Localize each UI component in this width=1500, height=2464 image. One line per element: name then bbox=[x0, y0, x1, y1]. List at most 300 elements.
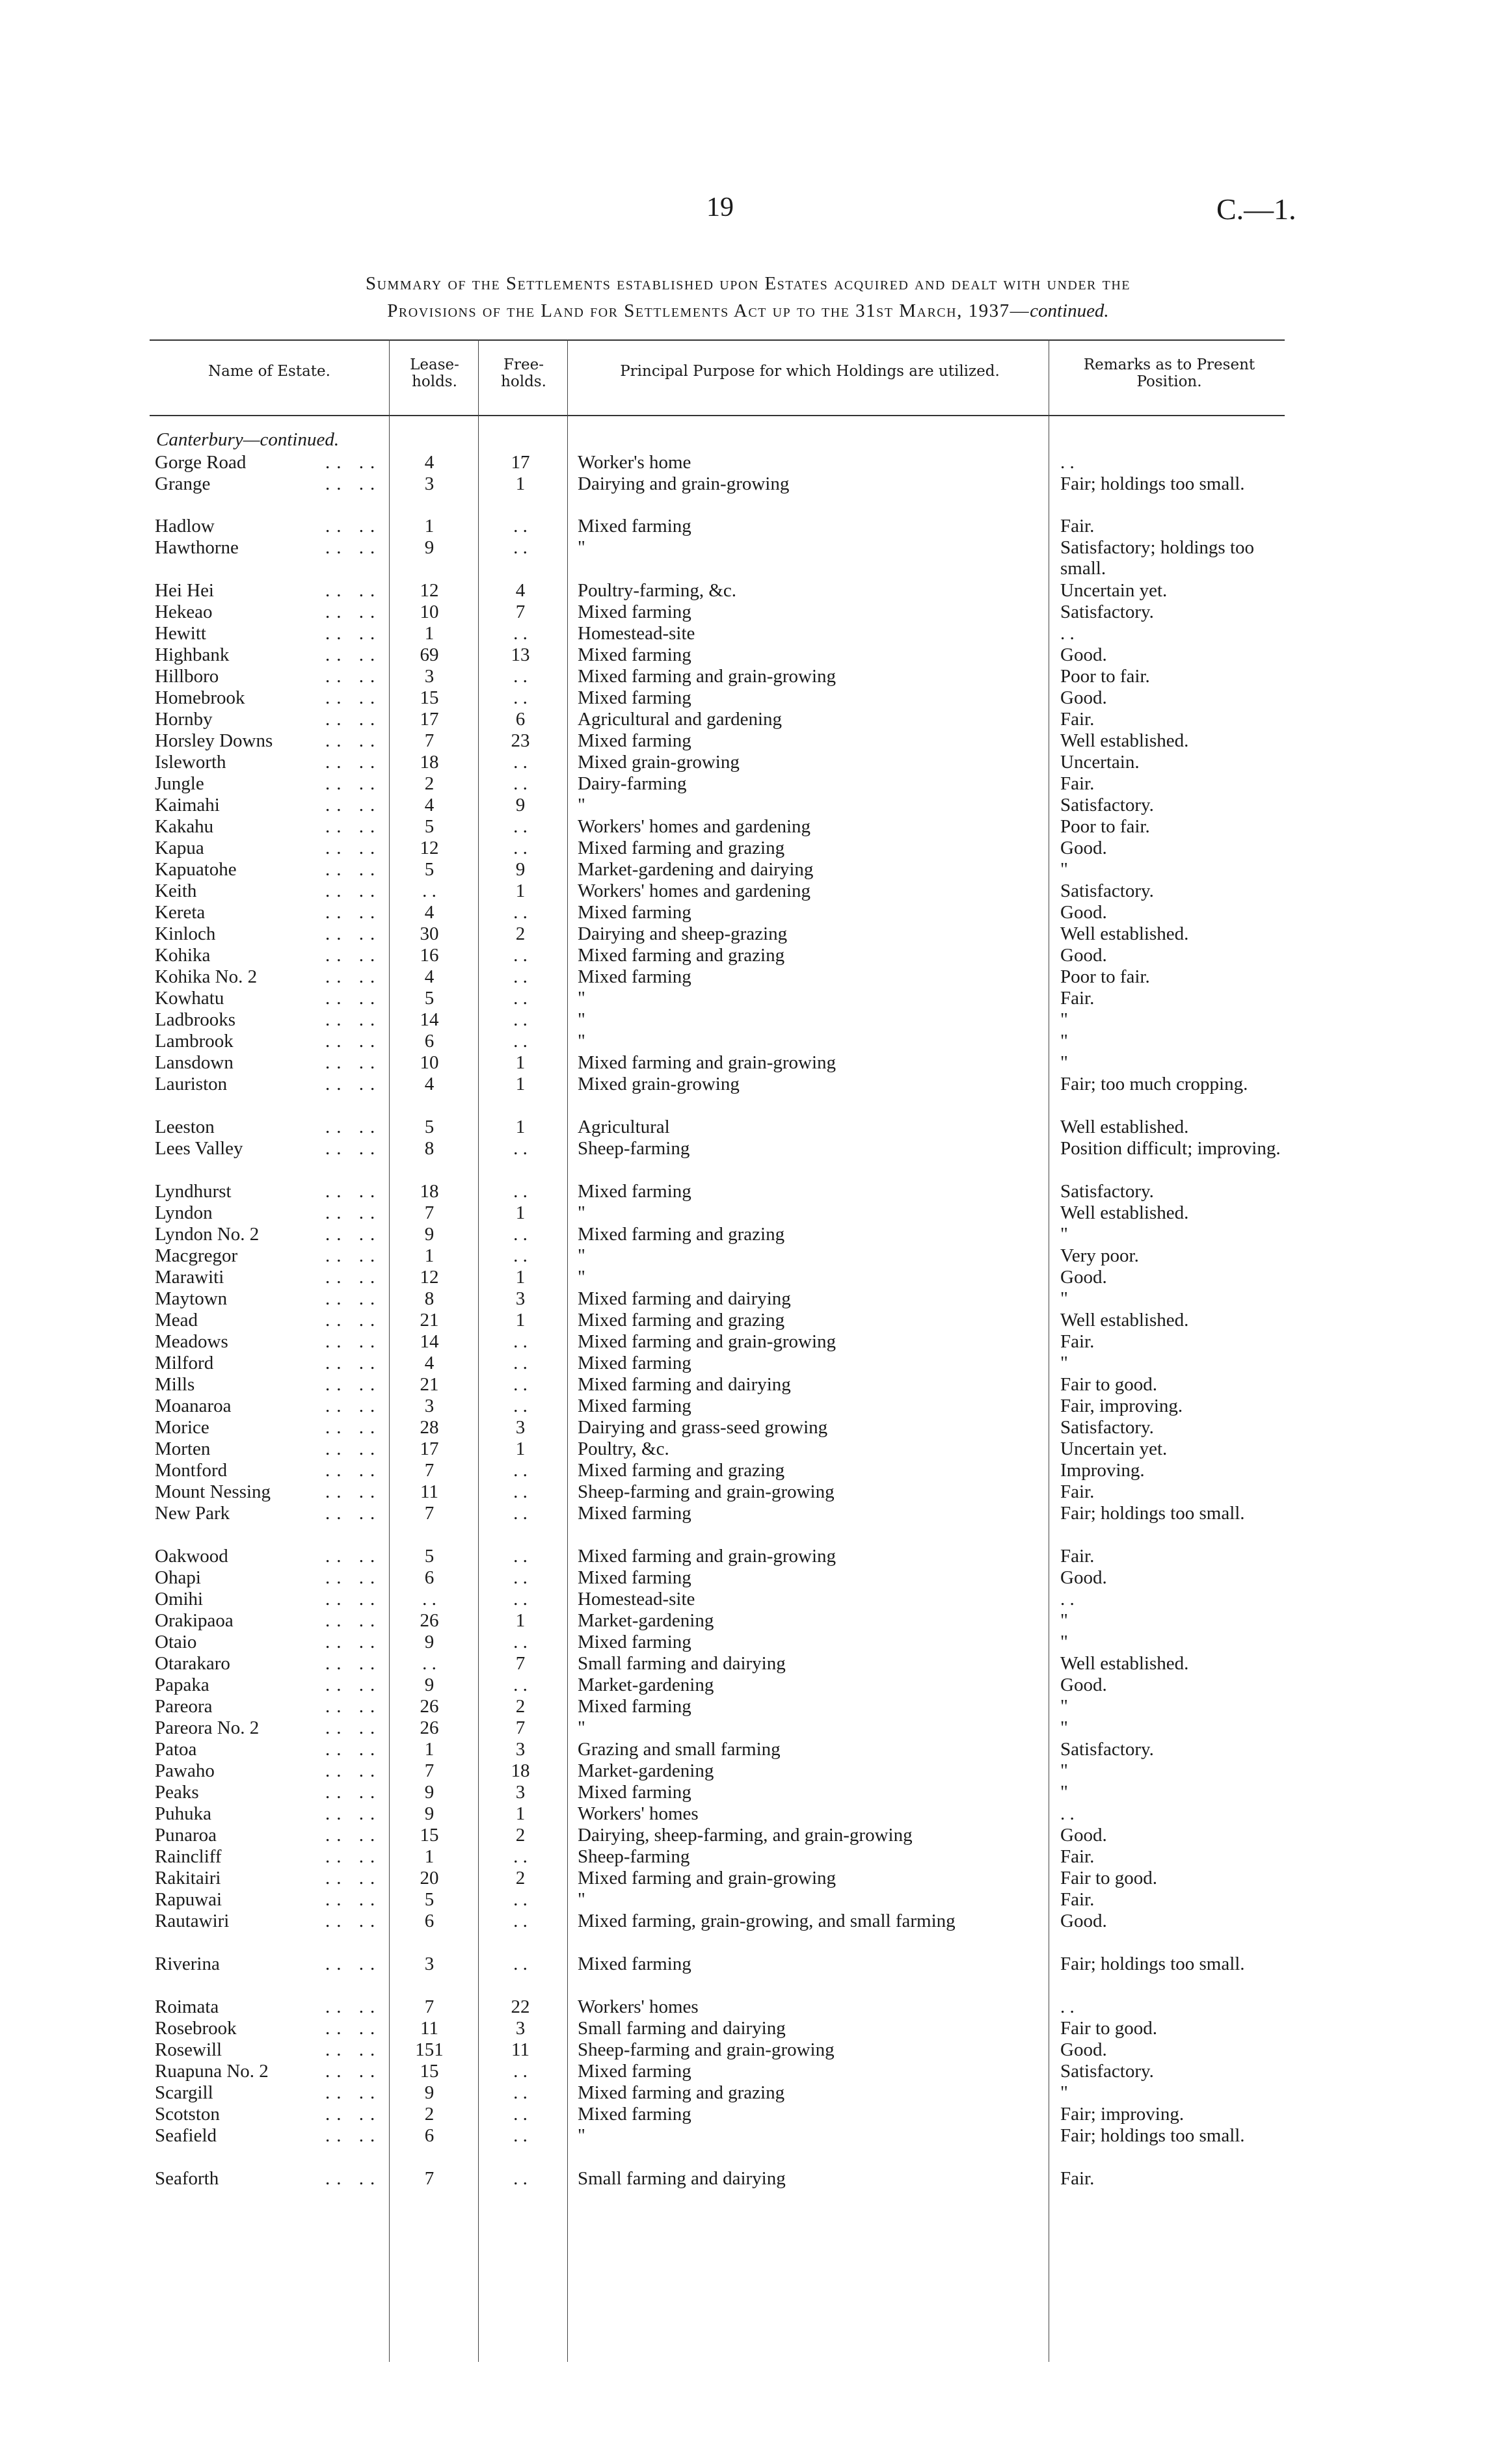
leader-dots: .. .. bbox=[325, 1546, 382, 1567]
leaseholds-count: 7 bbox=[424, 1503, 435, 1524]
header-purpose: Principal Purpose for which Holdings are utilized. bbox=[620, 363, 1000, 380]
principal-purpose: Mixed farming bbox=[578, 966, 691, 987]
estate-name: Kinloch bbox=[155, 923, 216, 944]
principal-purpose: Mixed farming, grain-growing, and small farming bbox=[578, 1911, 956, 1931]
remarks: . . bbox=[1060, 1589, 1075, 1610]
remarks: Well established. bbox=[1060, 1310, 1189, 1331]
title-line-1: Summary of the Settlements established upon Estates acquired and dealt with under the bbox=[365, 273, 1131, 294]
remarks: Fair; holdings too small. bbox=[1060, 1503, 1245, 1524]
freeholds-count: . . bbox=[513, 945, 528, 966]
leader-dots: .. .. bbox=[325, 988, 382, 1009]
principal-purpose: Agricultural and gardening bbox=[578, 709, 783, 730]
leaseholds-count: 16 bbox=[420, 945, 439, 966]
principal-purpose: Homestead-site bbox=[578, 1589, 695, 1610]
remarks: Fair. bbox=[1060, 516, 1095, 537]
remarks: Good. bbox=[1060, 1825, 1107, 1846]
leaseholds-count: 5 bbox=[424, 859, 435, 880]
leader-dots: .. .. bbox=[325, 1717, 382, 1738]
principal-purpose: Workers' homes bbox=[578, 1803, 699, 1824]
leaseholds-count: 1 bbox=[424, 1245, 435, 1266]
freeholds-count: . . bbox=[513, 988, 528, 1009]
freeholds-count: . . bbox=[513, 623, 528, 644]
freeholds-count: . . bbox=[513, 773, 528, 794]
freeholds-count: 1 bbox=[515, 1438, 526, 1459]
remarks: Satisfactory. bbox=[1060, 1181, 1154, 1202]
estate-name: Kapuatohe bbox=[155, 859, 237, 880]
leaseholds-count: 26 bbox=[420, 1717, 439, 1738]
estate-name: Macgregor bbox=[155, 1245, 238, 1266]
remarks: Fair. bbox=[1060, 1481, 1095, 1502]
leader-dots: .. .. bbox=[325, 730, 382, 751]
leader-dots: .. .. bbox=[325, 2104, 382, 2125]
leaseholds-count: 69 bbox=[420, 644, 439, 665]
leaseholds-count: 4 bbox=[424, 795, 435, 815]
remarks: Well established. bbox=[1060, 1653, 1189, 1674]
remarks: Well established. bbox=[1060, 730, 1189, 751]
leader-dots: .. .. bbox=[325, 452, 382, 473]
freeholds-count: . . bbox=[513, 1675, 528, 1695]
freeholds-count: . . bbox=[513, 2168, 528, 2189]
freeholds-count: 13 bbox=[511, 644, 530, 665]
remarks: . . bbox=[1060, 1803, 1075, 1824]
leaseholds-count: 5 bbox=[424, 816, 435, 837]
leader-dots: .. .. bbox=[325, 1331, 382, 1352]
remarks: Fair; improving. bbox=[1060, 2104, 1185, 2125]
leaseholds-count: 20 bbox=[420, 1868, 439, 1888]
freeholds-count: . . bbox=[513, 752, 528, 773]
leader-dots: .. .. bbox=[325, 666, 382, 687]
header-name: Name of Estate. bbox=[208, 363, 330, 380]
leader-dots: .. .. bbox=[325, 1138, 382, 1159]
estate-name: Lansdown bbox=[155, 1052, 234, 1073]
freeholds-count: 4 bbox=[515, 580, 526, 601]
principal-purpose: " bbox=[578, 1717, 585, 1738]
leaseholds-count: 5 bbox=[424, 988, 435, 1009]
freeholds-count: . . bbox=[513, 838, 528, 858]
estate-name: Hillboro bbox=[155, 666, 219, 687]
principal-purpose: Mixed farming and grain-growing bbox=[578, 1331, 837, 1352]
leader-dots: .. .. bbox=[325, 1739, 382, 1760]
freeholds-count: 6 bbox=[515, 709, 526, 730]
remarks: Poor to fair. bbox=[1060, 666, 1150, 687]
freeholds-count: 7 bbox=[515, 1717, 526, 1738]
leaseholds-count: 11 bbox=[420, 1481, 438, 1502]
principal-purpose: Mixed farming and grazing bbox=[578, 1460, 785, 1481]
estate-name: Rosewill bbox=[155, 2039, 222, 2060]
estate-name: Rautawiri bbox=[155, 1911, 230, 1931]
freeholds-count: . . bbox=[513, 1224, 528, 1245]
leader-dots: .. .. bbox=[325, 1288, 382, 1309]
estate-name: Montford bbox=[155, 1460, 228, 1481]
leader-dots: .. .. bbox=[325, 1567, 382, 1588]
estate-name: Ladbrooks bbox=[155, 1009, 236, 1030]
leaseholds-count: 4 bbox=[424, 452, 435, 473]
estate-name: Kohika No. 2 bbox=[155, 966, 258, 987]
principal-purpose: Mixed farming and grazing bbox=[578, 1310, 785, 1331]
remarks: Satisfactory. bbox=[1060, 1739, 1154, 1760]
leader-dots: .. .. bbox=[325, 966, 382, 987]
estate-name: Hekeao bbox=[155, 602, 213, 622]
leaseholds-count: 17 bbox=[420, 709, 439, 730]
leader-dots: .. .. bbox=[325, 816, 382, 837]
document-reference: C.—1. bbox=[1216, 192, 1296, 226]
estate-name: Rakitairi bbox=[155, 1868, 221, 1888]
freeholds-count: . . bbox=[513, 1009, 528, 1030]
estate-name: Lyndhurst bbox=[155, 1181, 232, 1202]
principal-purpose: " bbox=[578, 1202, 585, 1223]
estate-name: Kakahu bbox=[155, 816, 214, 837]
leader-dots: .. .. bbox=[325, 1267, 382, 1288]
leader-dots: .. .. bbox=[325, 752, 382, 773]
remarks: . . bbox=[1060, 452, 1075, 473]
remarks: Poor to fair. bbox=[1060, 966, 1150, 987]
leaseholds-count: 15 bbox=[420, 1825, 439, 1846]
table-title bbox=[150, 270, 1346, 325]
estate-name: Oakwood bbox=[155, 1546, 228, 1567]
leader-dots: .. .. bbox=[325, 1868, 382, 1888]
freeholds-count: 2 bbox=[515, 1696, 526, 1717]
principal-purpose: Mixed farming bbox=[578, 2061, 691, 2082]
principal-purpose: Market-gardening bbox=[578, 1760, 714, 1781]
remarks: Fair to good. bbox=[1060, 2018, 1158, 2039]
estate-name: Morice bbox=[155, 1417, 209, 1438]
leader-dots: .. .. bbox=[325, 1417, 382, 1438]
freeholds-count: 1 bbox=[515, 1202, 526, 1223]
leader-dots: .. .. bbox=[325, 1632, 382, 1652]
leader-dots: .. .. bbox=[325, 709, 382, 730]
principal-purpose: Mixed farming and grain-growing bbox=[578, 1052, 837, 1073]
remarks: " bbox=[1060, 2082, 1068, 2103]
leader-dots: .. .. bbox=[325, 602, 382, 622]
principal-purpose: Sheep-farming and grain-growing bbox=[578, 1481, 835, 1502]
leader-dots: .. .. bbox=[325, 1696, 382, 1717]
freeholds-count: . . bbox=[513, 1503, 528, 1524]
leaseholds-count: 28 bbox=[420, 1417, 439, 1438]
principal-purpose: Dairying and sheep-grazing bbox=[578, 923, 788, 944]
principal-purpose: Workers' homes and gardening bbox=[578, 816, 811, 837]
leader-dots: .. .. bbox=[325, 773, 382, 794]
estate-name: Omihi bbox=[155, 1589, 204, 1610]
estate-name: Peaks bbox=[155, 1782, 199, 1803]
remarks: Good. bbox=[1060, 945, 1107, 966]
leader-dots: .. .. bbox=[325, 537, 382, 558]
freeholds-count: . . bbox=[513, 1546, 528, 1567]
freeholds-count: . . bbox=[513, 2125, 528, 2146]
principal-purpose: Dairy-farming bbox=[578, 773, 687, 794]
leaseholds-count: 12 bbox=[420, 838, 439, 858]
principal-purpose: " bbox=[578, 537, 585, 558]
leaseholds-count: 3 bbox=[424, 1954, 435, 1974]
principal-purpose: Market-gardening bbox=[578, 1610, 714, 1631]
freeholds-count: . . bbox=[513, 516, 528, 537]
remarks: " bbox=[1060, 1353, 1068, 1373]
estate-name: Papaka bbox=[155, 1675, 209, 1695]
remarks: " bbox=[1060, 1009, 1068, 1030]
freeholds-count: . . bbox=[513, 1031, 528, 1052]
principal-purpose: Dairying, sheep-farming, and grain-growing bbox=[578, 1825, 913, 1846]
principal-purpose: " bbox=[578, 795, 585, 815]
leaseholds-count: 9 bbox=[424, 1224, 435, 1245]
freeholds-count: 11 bbox=[511, 2039, 529, 2060]
estate-name: Hei Hei bbox=[155, 580, 214, 601]
estate-name: Ruapuna No. 2 bbox=[155, 2061, 269, 2082]
leader-dots: .. .. bbox=[325, 1503, 382, 1524]
leaseholds-count: 1 bbox=[424, 516, 435, 537]
estate-name: Lyndon No. 2 bbox=[155, 1224, 260, 1245]
freeholds-count: 17 bbox=[511, 452, 530, 473]
column-rule bbox=[567, 339, 568, 2362]
principal-purpose: Workers' homes and gardening bbox=[578, 881, 811, 901]
freeholds-count: . . bbox=[513, 1954, 528, 1974]
remarks: Poor to fair. bbox=[1060, 816, 1150, 837]
leader-dots: .. .. bbox=[325, 623, 382, 644]
leader-dots: .. .. bbox=[325, 1117, 382, 1137]
remarks: Good. bbox=[1060, 687, 1107, 708]
estate-name: Seaforth bbox=[155, 2168, 219, 2189]
principal-purpose: " bbox=[578, 2125, 585, 2146]
estate-name: Kapua bbox=[155, 838, 204, 858]
remarks: Good. bbox=[1060, 1675, 1107, 1695]
estate-name: Seafield bbox=[155, 2125, 217, 2146]
estate-name: Otaio bbox=[155, 1632, 197, 1652]
principal-purpose: Mixed farming and grazing bbox=[578, 1224, 785, 1245]
freeholds-count: 9 bbox=[515, 859, 526, 880]
principal-purpose: Mixed farming bbox=[578, 1696, 691, 1717]
freeholds-count: . . bbox=[513, 1481, 528, 1502]
freeholds-count: . . bbox=[513, 687, 528, 708]
principal-purpose: Homestead-site bbox=[578, 623, 695, 644]
leaseholds-count: 7 bbox=[424, 1760, 435, 1781]
principal-purpose: Dairying and grass-seed growing bbox=[578, 1417, 828, 1438]
freeholds-count: . . bbox=[513, 1396, 528, 1416]
freeholds-count: 18 bbox=[511, 1760, 530, 1781]
freeholds-count: 1 bbox=[515, 1803, 526, 1824]
leader-dots: .. .. bbox=[325, 1675, 382, 1695]
principal-purpose: Mixed grain-growing bbox=[578, 752, 740, 773]
title-line-2: Provisions of the Land for Settlements Act up to the 31st March, 1937—continued. bbox=[387, 300, 1109, 321]
leaseholds-count: 14 bbox=[420, 1009, 439, 1030]
leader-dots: .. .. bbox=[325, 1374, 382, 1395]
freeholds-count: . . bbox=[513, 2082, 528, 2103]
freeholds-count: 2 bbox=[515, 923, 526, 944]
estate-name: Puhuka bbox=[155, 1803, 211, 1824]
leader-dots: .. .. bbox=[325, 516, 382, 537]
estate-name: Hadlow bbox=[155, 516, 215, 537]
principal-purpose: Mixed farming bbox=[578, 1954, 691, 1974]
remarks: Position difficult; improving. bbox=[1060, 1138, 1281, 1159]
leaseholds-count: 6 bbox=[424, 1031, 435, 1052]
principal-purpose: Mixed farming bbox=[578, 730, 691, 751]
leaseholds-count: 12 bbox=[420, 1267, 439, 1288]
remarks: Fair. bbox=[1060, 1846, 1095, 1867]
section-label: Canterbury—continued. bbox=[156, 429, 340, 450]
remarks: " bbox=[1060, 1760, 1068, 1781]
remarks: Well established. bbox=[1060, 1117, 1189, 1137]
leaseholds-count: 10 bbox=[420, 1052, 439, 1073]
principal-purpose: Worker's home bbox=[578, 452, 691, 473]
principal-purpose: Mixed farming bbox=[578, 1396, 691, 1416]
leaseholds-count: 5 bbox=[424, 1117, 435, 1137]
principal-purpose: Market-gardening bbox=[578, 1675, 714, 1695]
principal-purpose: Mixed farming and grain-growing bbox=[578, 1546, 837, 1567]
remarks: Fair; holdings too small. bbox=[1060, 473, 1245, 494]
estate-name: Rosebrook bbox=[155, 2018, 237, 2039]
remarks: Fair. bbox=[1060, 1331, 1095, 1352]
estate-name: Roimata bbox=[155, 1996, 219, 2017]
leaseholds-count: 4 bbox=[424, 902, 435, 923]
remarks: Fair; holdings too small. bbox=[1060, 2125, 1245, 2146]
leaseholds-count: 1 bbox=[424, 1846, 435, 1867]
estate-name: Moanaroa bbox=[155, 1396, 232, 1416]
remarks: Satisfactory. bbox=[1060, 1417, 1154, 1438]
leaseholds-count: 7 bbox=[424, 730, 435, 751]
leaseholds-count: 7 bbox=[424, 1460, 435, 1481]
principal-purpose: Mixed farming and dairying bbox=[578, 1374, 791, 1395]
freeholds-count: . . bbox=[513, 1846, 528, 1867]
principal-purpose: Sheep-farming and grain-growing bbox=[578, 2039, 835, 2060]
freeholds-count: . . bbox=[513, 1632, 528, 1652]
leaseholds-count: 3 bbox=[424, 666, 435, 687]
principal-purpose: Mixed grain-growing bbox=[578, 1074, 740, 1094]
leader-dots: .. .. bbox=[325, 687, 382, 708]
leaseholds-count: 14 bbox=[420, 1331, 439, 1352]
header-leaseholds: Lease-holds. bbox=[410, 356, 459, 390]
leaseholds-count: 15 bbox=[420, 2061, 439, 2082]
estate-name: Maytown bbox=[155, 1288, 228, 1309]
freeholds-count: . . bbox=[513, 816, 528, 837]
leader-dots: .. .. bbox=[325, 1396, 382, 1416]
leaseholds-count: 3 bbox=[424, 473, 435, 494]
leader-dots: .. .. bbox=[325, 859, 382, 880]
estate-name: Kohika bbox=[155, 945, 211, 966]
remarks: Good. bbox=[1060, 1911, 1107, 1931]
principal-purpose: " bbox=[578, 1889, 585, 1910]
remarks: Fair to good. bbox=[1060, 1374, 1158, 1395]
freeholds-count: 1 bbox=[515, 473, 526, 494]
remarks: Satisfactory; holdings too small. bbox=[1060, 537, 1255, 579]
remarks: Improving. bbox=[1060, 1460, 1145, 1481]
remarks: Fair; holdings too small. bbox=[1060, 1954, 1245, 1974]
principal-purpose: Poultry, &c. bbox=[578, 1438, 669, 1459]
remarks: " bbox=[1060, 1052, 1068, 1073]
leader-dots: .. .. bbox=[325, 1996, 382, 2017]
estate-name: Rapuwai bbox=[155, 1889, 222, 1910]
remarks: Fair. bbox=[1060, 709, 1095, 730]
estate-name: Mead bbox=[155, 1310, 198, 1331]
leader-dots: .. .. bbox=[325, 1074, 382, 1094]
header-bottom-rule bbox=[150, 415, 1285, 416]
leaseholds-count: 12 bbox=[420, 580, 439, 601]
leader-dots: .. .. bbox=[325, 1803, 382, 1824]
freeholds-count: 22 bbox=[511, 1996, 530, 2017]
leader-dots: .. .. bbox=[325, 473, 382, 494]
freeholds-count: . . bbox=[513, 1589, 528, 1610]
leaseholds-count: 18 bbox=[420, 752, 439, 773]
remarks: . . bbox=[1060, 623, 1075, 644]
leaseholds-count: 26 bbox=[420, 1610, 439, 1631]
principal-purpose: " bbox=[578, 1267, 585, 1288]
estate-name: Riverina bbox=[155, 1954, 220, 1974]
estate-name: Homebrook bbox=[155, 687, 245, 708]
leaseholds-count: 21 bbox=[420, 1374, 439, 1395]
principal-purpose: Mixed farming and grazing bbox=[578, 838, 785, 858]
freeholds-count: 3 bbox=[515, 1417, 526, 1438]
remarks: Satisfactory. bbox=[1060, 602, 1154, 622]
freeholds-count: . . bbox=[513, 1138, 528, 1159]
leader-dots: .. .. bbox=[325, 1653, 382, 1674]
estate-name: Lyndon bbox=[155, 1202, 213, 1223]
leader-dots: .. .. bbox=[325, 1954, 382, 1974]
principal-purpose: Dairying and grain-growing bbox=[578, 473, 790, 494]
principal-purpose: Mixed farming bbox=[578, 516, 691, 537]
principal-purpose: Mixed farming and grain-growing bbox=[578, 1868, 837, 1888]
estate-name: Lauriston bbox=[155, 1074, 228, 1094]
remarks: " bbox=[1060, 1717, 1068, 1738]
estate-name: Lees Valley bbox=[155, 1138, 243, 1159]
leaseholds-count: 8 bbox=[424, 1288, 435, 1309]
principal-purpose: Mixed farming bbox=[578, 602, 691, 622]
header-freeholds: Free-holds. bbox=[501, 356, 546, 390]
principal-purpose: Mixed farming bbox=[578, 644, 691, 665]
estate-name: Pareora bbox=[155, 1696, 213, 1717]
estate-name: Pareora No. 2 bbox=[155, 1717, 260, 1738]
leader-dots: .. .. bbox=[325, 1825, 382, 1846]
leader-dots: .. .. bbox=[325, 945, 382, 966]
leader-dots: .. .. bbox=[325, 2168, 382, 2189]
freeholds-count: . . bbox=[513, 666, 528, 687]
leaseholds-count: 11 bbox=[420, 2018, 438, 2039]
freeholds-count: 3 bbox=[515, 1288, 526, 1309]
leaseholds-count: 10 bbox=[420, 602, 439, 622]
leaseholds-count: 4 bbox=[424, 966, 435, 987]
leader-dots: .. .. bbox=[325, 1245, 382, 1266]
leader-dots: .. .. bbox=[325, 1009, 382, 1030]
leaseholds-count: 18 bbox=[420, 1181, 439, 1202]
leaseholds-count: 2 bbox=[424, 773, 435, 794]
principal-purpose: Mixed farming bbox=[578, 1503, 691, 1524]
freeholds-count: 1 bbox=[515, 1310, 526, 1331]
estate-name: Patoa bbox=[155, 1739, 197, 1760]
remarks: " bbox=[1060, 1288, 1068, 1309]
estate-name: Mills bbox=[155, 1374, 195, 1395]
estate-name: Meadows bbox=[155, 1331, 228, 1352]
leader-dots: .. .. bbox=[325, 902, 382, 923]
remarks: Fair. bbox=[1060, 1546, 1095, 1567]
leaseholds-count: 9 bbox=[424, 537, 435, 558]
remarks: Fair. bbox=[1060, 773, 1095, 794]
header-top-rule bbox=[150, 339, 1285, 341]
freeholds-count: 1 bbox=[515, 1052, 526, 1073]
estate-name: Morten bbox=[155, 1438, 211, 1459]
principal-purpose: " bbox=[578, 988, 585, 1009]
leader-dots: .. .. bbox=[325, 644, 382, 665]
leaseholds-count: 5 bbox=[424, 1546, 435, 1567]
estate-name: New Park bbox=[155, 1503, 230, 1524]
leaseholds-count: . . bbox=[422, 1589, 436, 1610]
estate-name: Hornby bbox=[155, 709, 213, 730]
freeholds-count: 1 bbox=[515, 1267, 526, 1288]
leaseholds-count: 6 bbox=[424, 1567, 435, 1588]
freeholds-count: 7 bbox=[515, 1653, 526, 1674]
estate-name: Hawthorne bbox=[155, 537, 239, 558]
estate-name: Punaroa bbox=[155, 1825, 217, 1846]
leader-dots: .. .. bbox=[325, 1202, 382, 1223]
remarks: Very poor. bbox=[1060, 1245, 1139, 1266]
freeholds-count: 1 bbox=[515, 1117, 526, 1137]
remarks: Good. bbox=[1060, 1267, 1107, 1288]
remarks: Good. bbox=[1060, 838, 1107, 858]
leader-dots: .. .. bbox=[325, 2061, 382, 2082]
